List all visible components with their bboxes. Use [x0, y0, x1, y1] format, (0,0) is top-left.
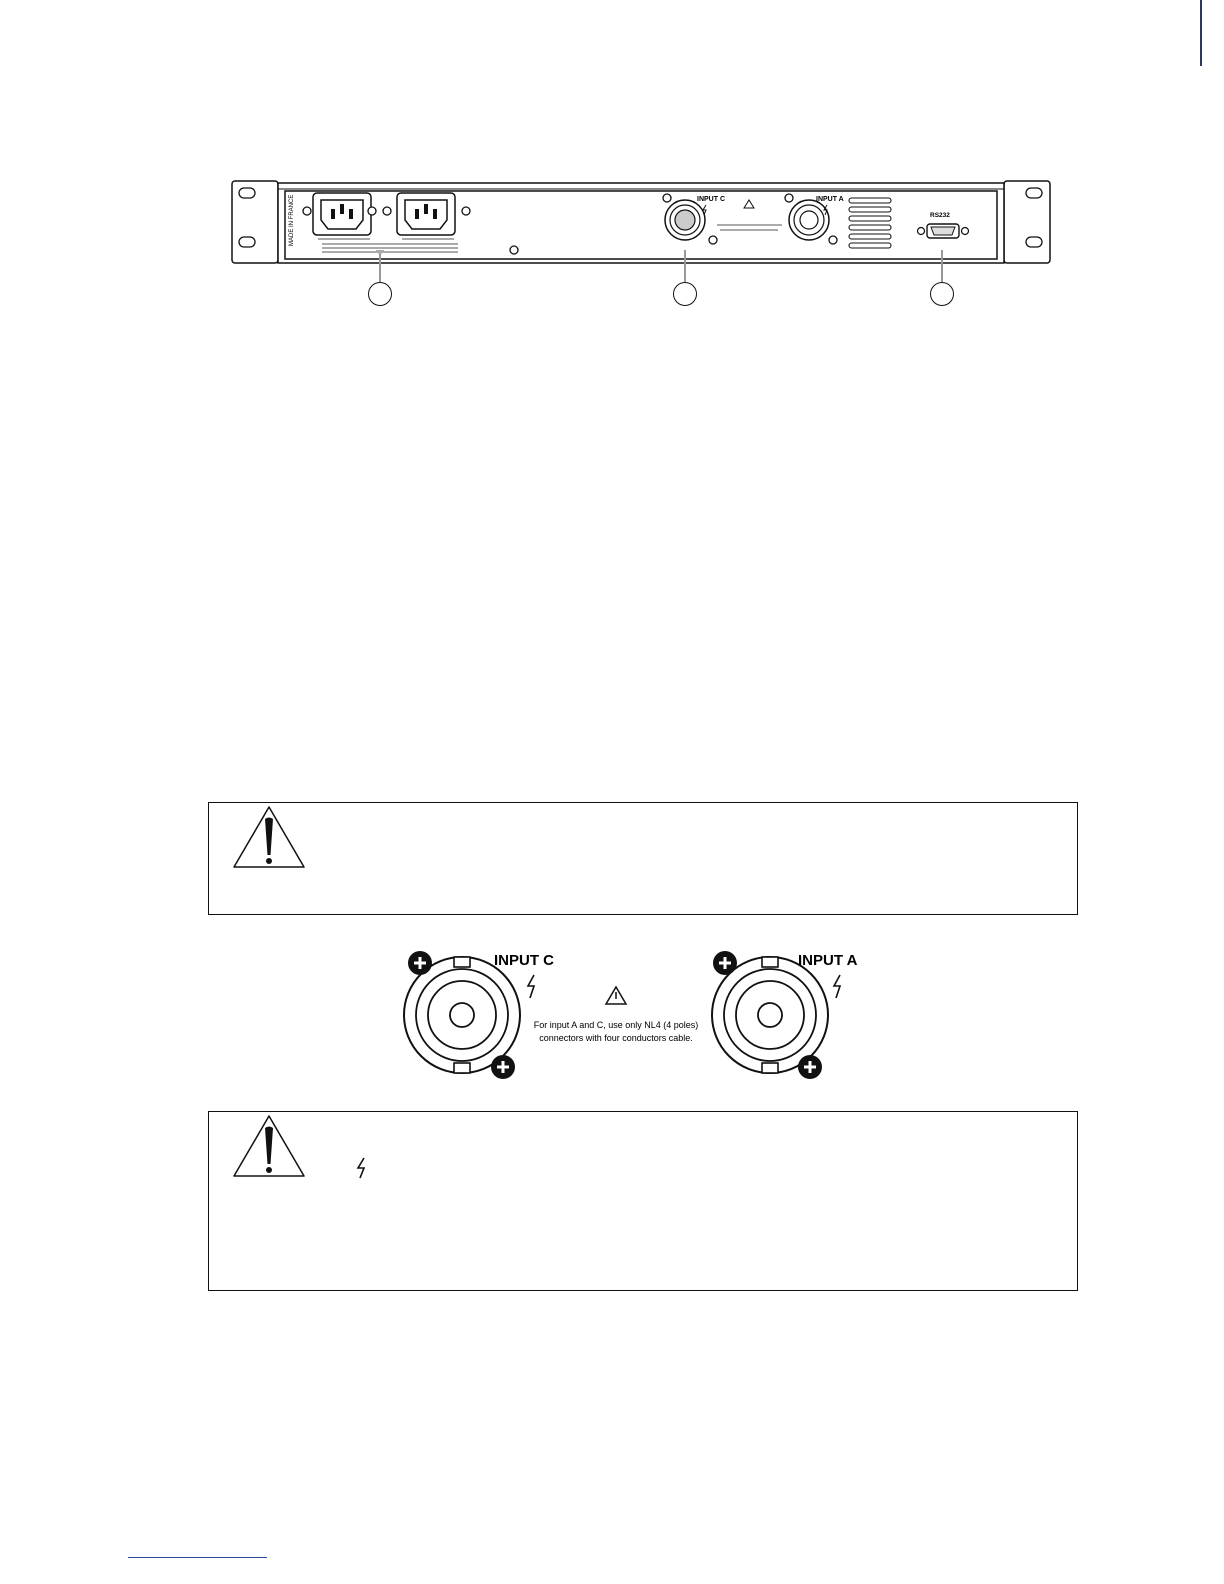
- warning-box-2: [208, 1111, 1078, 1291]
- callout-circle-1: [368, 282, 392, 306]
- input-a-lightning-icon: [834, 975, 840, 998]
- warning-exclamation-icon-2: [231, 1112, 307, 1180]
- input-c-connector: [404, 951, 520, 1079]
- page-edge-rule: [1200, 0, 1224, 66]
- connector-detail-drawing: [400, 945, 880, 1085]
- lightning-icon: [354, 1156, 370, 1180]
- input-c-lightning-icon: [528, 975, 534, 998]
- callout-leaders: [370, 250, 960, 310]
- footnote-rule: [128, 1557, 267, 1558]
- rear-rs232-label: RS232: [930, 212, 950, 219]
- callout-circle-2: [673, 282, 697, 306]
- made-in-france-label: MADE IN FRANCE: [289, 194, 295, 246]
- input-a-connector: [712, 951, 828, 1079]
- detail-input-a-label: INPUT A: [798, 952, 858, 969]
- connector-note-line-1: For input A and C, use only NL4 (4 poles): [533, 1020, 699, 1030]
- warning-box-1: [208, 802, 1078, 915]
- rear-input-a-label: INPUT A: [816, 196, 844, 203]
- connector-note-line-2: connectors with four conductors cable.: [539, 1033, 693, 1043]
- detail-input-c-label: INPUT C: [494, 952, 554, 969]
- warning-exclamation-icon: [231, 803, 307, 871]
- rear-input-c-label: INPUT C: [697, 196, 725, 203]
- callout-circle-3: [930, 282, 954, 306]
